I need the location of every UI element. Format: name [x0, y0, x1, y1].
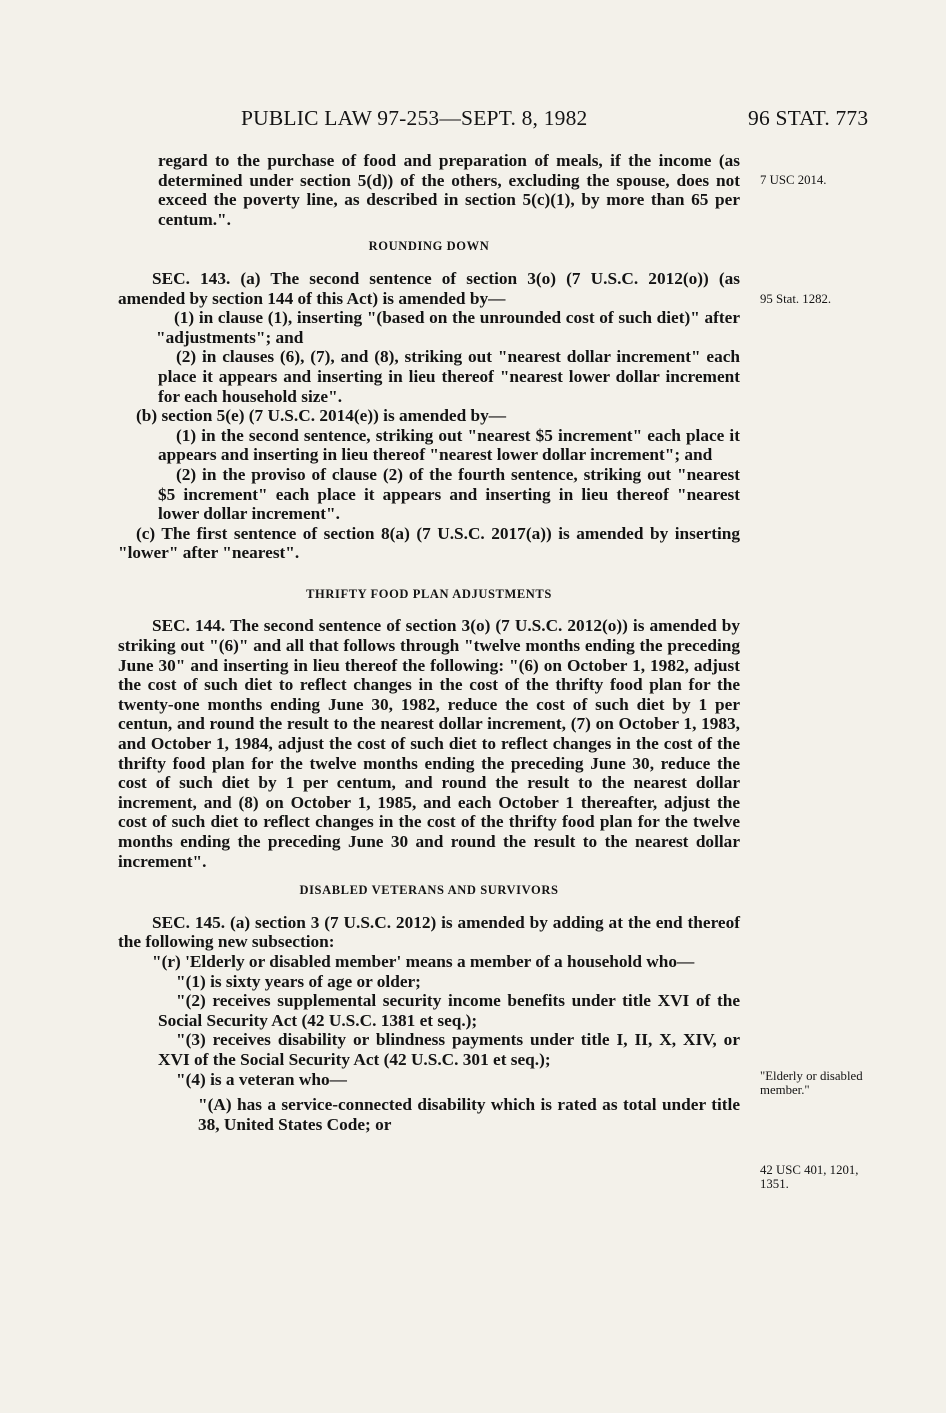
margin-note-elderly-disabled: "Elderly or disabled member.": [760, 1069, 863, 1097]
paragraph: (2) in the proviso of clause (2) of the fourth sentence, striking out "nearest $5 increment" each place it appears and inserting in lieu thereof "nearest lower dollar increment".: [158, 464, 740, 524]
section-heading-thrifty-food-plan: THRIFTY FOOD PLAN ADJUSTMENTS: [306, 586, 552, 601]
paragraph: "(r) 'Elderly or disabled member' means a member of a household who—: [152, 951, 695, 971]
paragraph: (1) in the second sentence, striking out "nearest $5 increment" each place it appears and inserting in lieu thereof "nearest lower dollar increment"; and: [158, 425, 740, 465]
margin-note-usc-2014: 7 USC 2014.: [760, 173, 827, 187]
page-number: 96 STAT. 773: [748, 106, 869, 130]
section-heading-disabled-veterans: DISABLED VETERANS AND SURVIVORS: [299, 883, 559, 898]
paragraph: SEC. 144. The second sentence of section 3(o) (7 U.S.C. 2012(o)) is amended by striking out "(6)" and all that follows through "twelve months ending the preceding June 30" and inserting in lieu thereof the following: "(6) on October 1, 1982, adjust the cost of such diet to reflect changes in the cost of the thrifty food plan for the twenty-one months ending June 30, 1982, reduce the cost of such diet by 1 per centun, and round the result to the nearest dollar increment, (7) on October 1, 1983, and October 1, 1984, adjust the cost of such diet to reflect changes in the cost of the thrifty food plan for the twelve months ending the preceding June 30, reduce the cost of such diet by 1 per centum, and round the result to the nearest dollar increment, and (8) on October 1, 1985, and each October 1 thereafter, adjust the cost of such diet to reflect changes in the cost of the thrifty food plan for the twelve months ending the preceding June 30 and round the result to the nearest dollar increment".: [118, 616, 740, 871]
paragraph: "(1) is sixty years of age or older;: [176, 971, 421, 991]
paragraph: (c) The first sentence of section 8(a) (7 U.S.C. 2017(a)) is amended by inserting "lower" after "nearest".: [118, 523, 740, 563]
paragraph: "(A) has a service-connected disability which is rated as total under title 38, United States Code; or: [198, 1095, 740, 1134]
paragraph: SEC. 145. (a) section 3 (7 U.S.C. 2012) is amended by adding at the end thereof the following new subsection:: [118, 912, 740, 952]
paragraph: "(4) is a veteran who—: [176, 1069, 347, 1089]
running-header-title: PUBLIC LAW 97-253—SEPT. 8, 1982: [241, 106, 588, 130]
paragraph: (2) in clauses (6), (7), and (8), striking out "nearest dollar increment" each place it appears and inserting in lieu thereof "nearest lower dollar increment for each household size".: [158, 347, 740, 406]
paragraph: SEC. 143. (a) The second sentence of section 3(o) (7 U.S.C. 2012(o)) (as amended by section 144 of this Act) is amended by—: [118, 268, 740, 308]
paragraph: (1) in clause (1), inserting "(based on the unrounded cost of such diet)" after "adjustments"; and: [156, 308, 740, 347]
section-heading-rounding-down: ROUNDING DOWN: [368, 239, 490, 254]
paragraph: "(2) receives supplemental security income benefits under title XVI of the Social Security Act (42 U.S.C. 1381 et seq.);: [158, 991, 740, 1030]
paragraph: (b) section 5(e) (7 U.S.C. 2014(e)) is amended by—: [136, 406, 507, 426]
paragraph: "(3) receives disability or blindness payments under title I, II, X, XIV, or XVI of the Social Security Act (42 U.S.C. 301 et seq.);: [158, 1030, 740, 1069]
margin-note-95-stat: 95 Stat. 1282.: [760, 292, 832, 306]
paragraph: regard to the purchase of food and preparation of meals, if the income (as determined under section 5(d)) of the others, excluding the spouse, does not exceed the poverty line, as described in section 5(c)(1), by more than 65 per centum.".: [158, 151, 740, 229]
margin-note-42-usc: 42 USC 401, 1201, 1351.: [760, 1163, 859, 1191]
document-body: [118, 151, 740, 1134]
